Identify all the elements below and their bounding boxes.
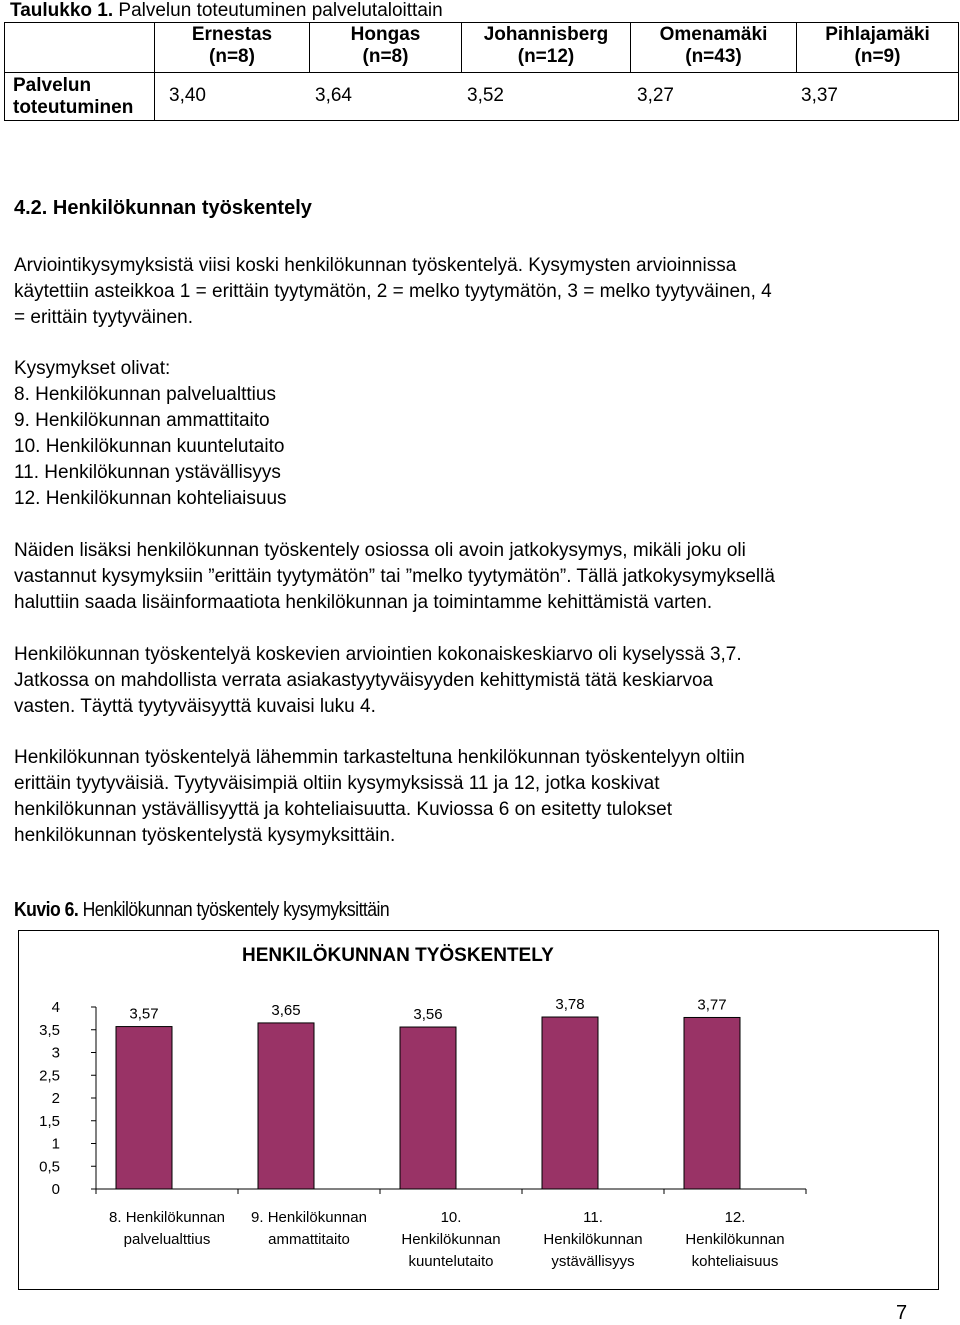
category-label: Henkilökunnan <box>543 1231 643 1248</box>
bar <box>542 1017 598 1189</box>
category-label: 9. Henkilökunnan <box>251 1209 367 1226</box>
y-tick-label: 3,5 <box>39 1021 60 1039</box>
y-tick-label: 0,5 <box>39 1158 60 1176</box>
text-line: vasten. Täyttä tyytyväisyyttä kuvaisi luku 4. <box>14 696 376 717</box>
column-count: (n=43) <box>685 46 742 67</box>
text-line: erittäin tyytyväisiä. Tyytyväisimpiä oltiin kysymyksissä 11 ja 12, jotka koskivat <box>14 773 660 794</box>
column-name: Johannisberg <box>483 24 609 45</box>
bar <box>116 1027 172 1189</box>
bar <box>258 1023 314 1189</box>
list-item: 9. Henkilökunnan ammattitaito <box>14 410 270 431</box>
list-item: 12. Henkilökunnan kohteliaisuus <box>14 488 287 509</box>
list-item: 10. Henkilökunnan kuuntelutaito <box>14 436 285 457</box>
figure-caption-label: Kuvio 6. <box>14 899 79 921</box>
table-value: 3,64 <box>315 85 352 106</box>
questions-intro: Kysymykset olivat: <box>14 358 171 379</box>
category-label: palvelualttius <box>123 1231 211 1248</box>
text-line: Näiden lisäksi henkilökunnan työskentely osiossa oli avoin jatkokysymys, mikäli joku oli <box>14 540 746 561</box>
category-label: 10. <box>440 1209 462 1226</box>
row-label-line: toteutuminen <box>13 96 134 118</box>
section-heading: 4.2. Henkilökunnan työskentely <box>14 197 312 219</box>
row-label-line: Palvelun <box>13 74 92 96</box>
text-line: haluttiin saada lisäinformaatiota henkilökunnan ja toimintamme kehittämistä varten. <box>14 592 713 613</box>
text-line: Arviointikysymyksistä viisi koski henkilökunnan työskentelyä. Kysymysten arvioinnissa <box>14 255 737 276</box>
column-count: (n=8) <box>209 46 255 67</box>
y-tick-label: 0 <box>51 1181 60 1198</box>
column-name: Ernestas <box>191 24 273 45</box>
table-caption-text: Palvelun toteutuminen palvelutaloittain <box>118 0 443 21</box>
category-label: 8. Henkilökunnan <box>109 1209 225 1226</box>
column-count: (n=12) <box>517 46 575 67</box>
data-label: 3,65 <box>271 1001 301 1019</box>
table-value: 3,37 <box>801 85 838 106</box>
y-tick-label: 4 <box>51 999 60 1016</box>
data-label: 3,78 <box>555 996 585 1014</box>
list-item: 8. Henkilökunnan palvelualttius <box>14 384 276 405</box>
figure-caption-text: Henkilökunnan työskentely kysymyksittäin <box>82 899 390 921</box>
bar <box>684 1017 740 1189</box>
text-line: = erittäin tyytyväinen. <box>14 307 194 328</box>
text-line: vastannut kysymyksiin ”erittäin tyytymätön” tai ”melko tyytymätön”. Tällä jatkokysymyksellä <box>14 566 775 587</box>
column-name: Pihlajamäki <box>825 24 930 45</box>
table-value: 3,52 <box>467 85 504 106</box>
data-label: 3,77 <box>697 996 727 1014</box>
column-name: Omenamäki <box>659 24 768 45</box>
table-caption-label: Taulukko 1. <box>10 0 114 21</box>
column-count: (n=9) <box>854 46 901 67</box>
category-label: 12. <box>724 1209 746 1226</box>
table-value: 3,27 <box>637 85 674 106</box>
data-label: 3,56 <box>413 1006 443 1024</box>
category-label: kuuntelutaito <box>408 1253 494 1270</box>
y-tick-label: 1,5 <box>39 1112 60 1130</box>
chart-title: HENKILÖKUNNAN TYÖSKENTELY <box>242 945 554 966</box>
y-tick-label: 2,5 <box>39 1067 60 1085</box>
table-value: 3,40 <box>169 85 206 106</box>
text-line: Jatkossa on mahdollista verrata asiakastyytyväisyyden kehittymistä tätä keskiarvoa <box>14 670 714 691</box>
text-line: henkilökunnan työskentelystä kysymyksittäin. <box>14 825 396 846</box>
list-item: 11. Henkilökunnan ystävällisyys <box>14 462 281 483</box>
y-tick-label: 2 <box>51 1090 60 1107</box>
category-label: kohteliaisuus <box>691 1253 779 1270</box>
text-line: Henkilökunnan työskentelyä lähemmin tarkasteltuna henkilökunnan työskentelyyn oltiin <box>14 747 745 768</box>
category-label: 11. <box>583 1209 603 1226</box>
category-label: Henkilökunnan <box>401 1231 501 1248</box>
data-label: 3,57 <box>129 1005 159 1023</box>
text-line: Henkilökunnan työskentelyä koskevien arviointien kokonaiskeskiarvo oli kyselyssä 3,7. <box>14 644 742 665</box>
text-line: henkilökunnan ystävällisyyttä ja kohteliaisuutta. Kuviossa 6 on esitetty tulokset <box>14 799 672 820</box>
category-label: ystävällisyys <box>551 1253 635 1270</box>
bar <box>400 1027 456 1189</box>
column-name: Hongas <box>350 24 421 45</box>
text-line: käytettiin asteikkoa 1 = erittäin tyytymätön, 2 = melko tyytymätön, 3 = melko tyytyväinen, 4 <box>14 281 772 302</box>
column-count: (n=8) <box>362 46 409 67</box>
category-label: ammattitaito <box>268 1231 350 1248</box>
y-tick-label: 3 <box>51 1044 60 1062</box>
page-number: 7 <box>896 1302 908 1324</box>
y-tick-label: 1 <box>51 1135 60 1153</box>
category-label: Henkilökunnan <box>685 1231 785 1248</box>
